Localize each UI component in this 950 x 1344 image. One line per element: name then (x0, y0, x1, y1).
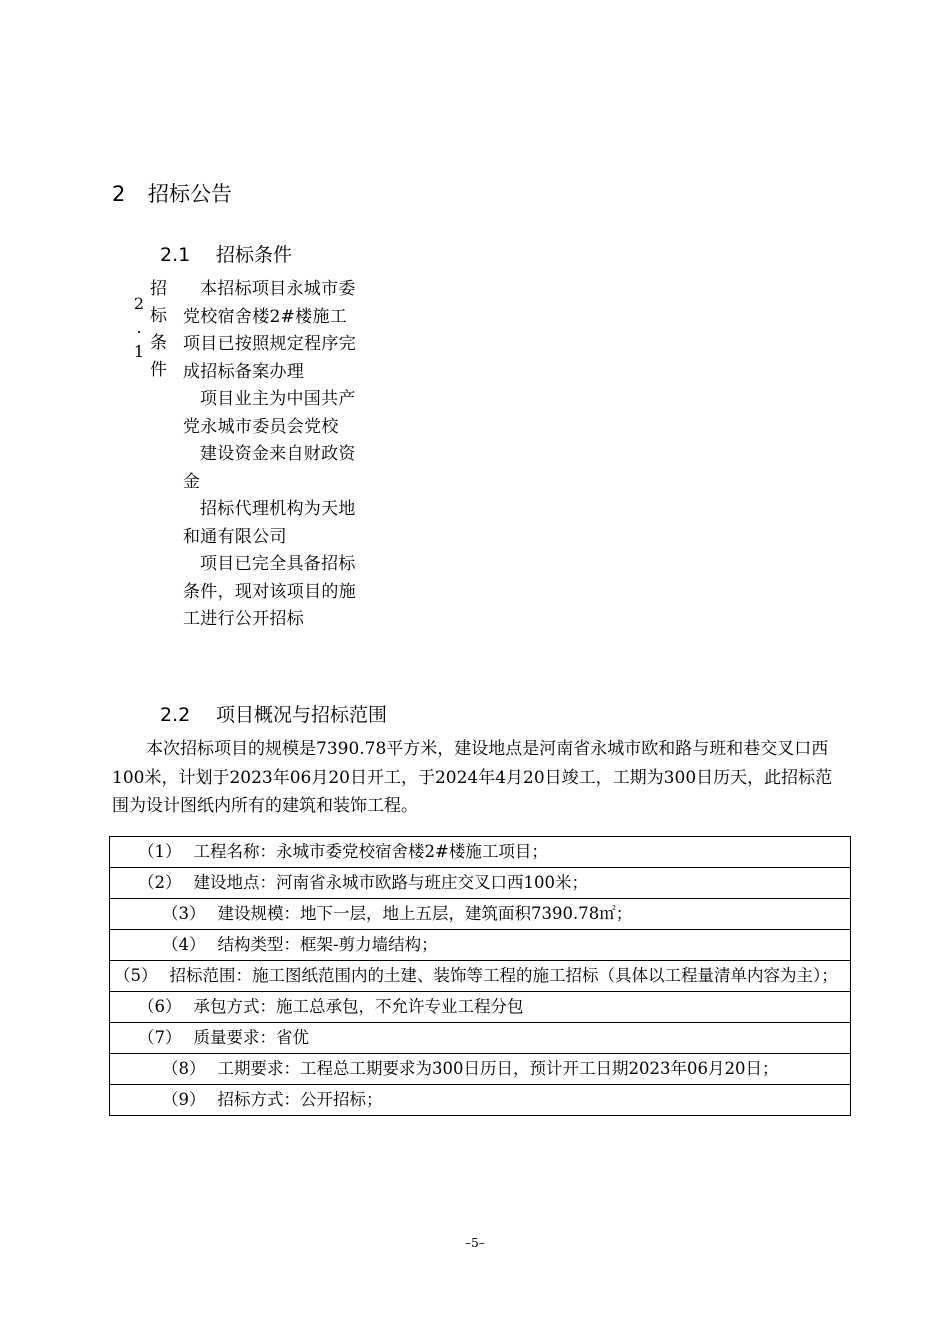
table-cell (110, 992, 851, 1023)
side-number-part: 1 (133, 342, 145, 361)
table-cell (110, 1085, 851, 1116)
item-text: 结构类型：框架-剪力墙结构； (217, 935, 438, 954)
item-text: 工期要求：工程总工期要求为300日历日，预计开工日期2023年06月20日； (217, 1059, 779, 1078)
subsection-title: 项目概况与招标范围 (216, 704, 388, 726)
table-row (110, 868, 851, 899)
condition-paragraph: 项目业主为中国共产党永城市委员会党校 (183, 389, 356, 437)
condition-paragraph: 本招标项目永城市委党校宿舍楼2#楼施工项目已按照规定程序完成招标备案办理 (183, 279, 356, 382)
table-cell (110, 868, 851, 899)
table-row (110, 1085, 851, 1116)
table-row (110, 1023, 851, 1054)
item-number: （9） (162, 1090, 206, 1109)
item-number: （6） (138, 997, 182, 1016)
condition-paragraph: 项目已完全具备招标条件，现对该项目的施工进行公开招标 (183, 554, 356, 629)
tender-conditions (183, 276, 359, 634)
table-row (110, 899, 851, 930)
side-label-char: 招 (150, 279, 167, 299)
item-number: （2） (138, 873, 182, 892)
scope-table (109, 836, 851, 1116)
item-text: 承包方式：施工总承包，不允许专业工程分包 (193, 997, 524, 1016)
table-cell (110, 930, 851, 961)
side-number-part: 2 (133, 294, 145, 313)
subsection-number: 2.2 (160, 704, 191, 726)
item-text: 建设地点：河南省永城市欧路与班庄交叉口西100米； (193, 873, 588, 892)
table-row (110, 1054, 851, 1085)
table-row (110, 992, 851, 1023)
item-number: （8） (162, 1059, 206, 1078)
table-cell (110, 899, 851, 930)
subsection-heading-2-1 (160, 240, 292, 267)
side-label-char: 条 (150, 333, 167, 353)
table-row (110, 837, 851, 868)
side-label-char: 标 (150, 306, 167, 326)
item-text: 质量要求：省优 (193, 1028, 309, 1047)
condition-paragraph: 建设资金来自财政资金 (183, 444, 356, 492)
item-number: （1） (138, 842, 182, 861)
table-cell (110, 837, 851, 868)
item-number: （3） (162, 904, 206, 923)
table-cell (110, 961, 851, 992)
condition-paragraph: 招标代理机构为天地和通有限公司 (183, 499, 356, 547)
item-number: （4） (162, 935, 206, 954)
item-text: 工程名称：永城市委党校宿舍楼2#楼施工项目； (193, 842, 548, 861)
section-number: 2 (112, 182, 126, 206)
side-number-part: . (136, 318, 142, 337)
subsection-heading-2-2 (160, 700, 387, 727)
side-label (150, 276, 180, 384)
page-number: –5– (465, 1236, 485, 1250)
section-heading (112, 178, 232, 208)
item-number: （7） (138, 1028, 182, 1047)
table-row (110, 961, 851, 992)
project-overview-paragraph: 本次招标项目的规模是7390.78平方米，建设地点是河南省永城市欧和路与班和巷交叉口西100米，计划于2023年06月20日开工，于2024年4月20日竣工，工期为300日历天，此招标范围为设计图纸内所有的建筑和装饰工程。 (112, 739, 833, 816)
section-title: 招标公告 (148, 182, 232, 206)
subsection-title: 招标条件 (216, 244, 293, 266)
side-number (128, 292, 150, 364)
item-number: （5） (114, 966, 158, 985)
subsection-number: 2.1 (160, 244, 191, 266)
side-label-char: 件 (150, 360, 167, 380)
item-text: 建设规模：地下一层，地上五层，建筑面积7390.78㎡； (217, 904, 633, 923)
item-text: 招标方式：公开招标； (217, 1090, 383, 1109)
table-row (110, 930, 851, 961)
item-text: 招标范围：施工图纸范围内的土建、装饰等工程的施工招标（具体以工程量清单内容为主）； (169, 966, 838, 985)
table-cell (110, 1023, 851, 1054)
table-cell (110, 1054, 851, 1085)
